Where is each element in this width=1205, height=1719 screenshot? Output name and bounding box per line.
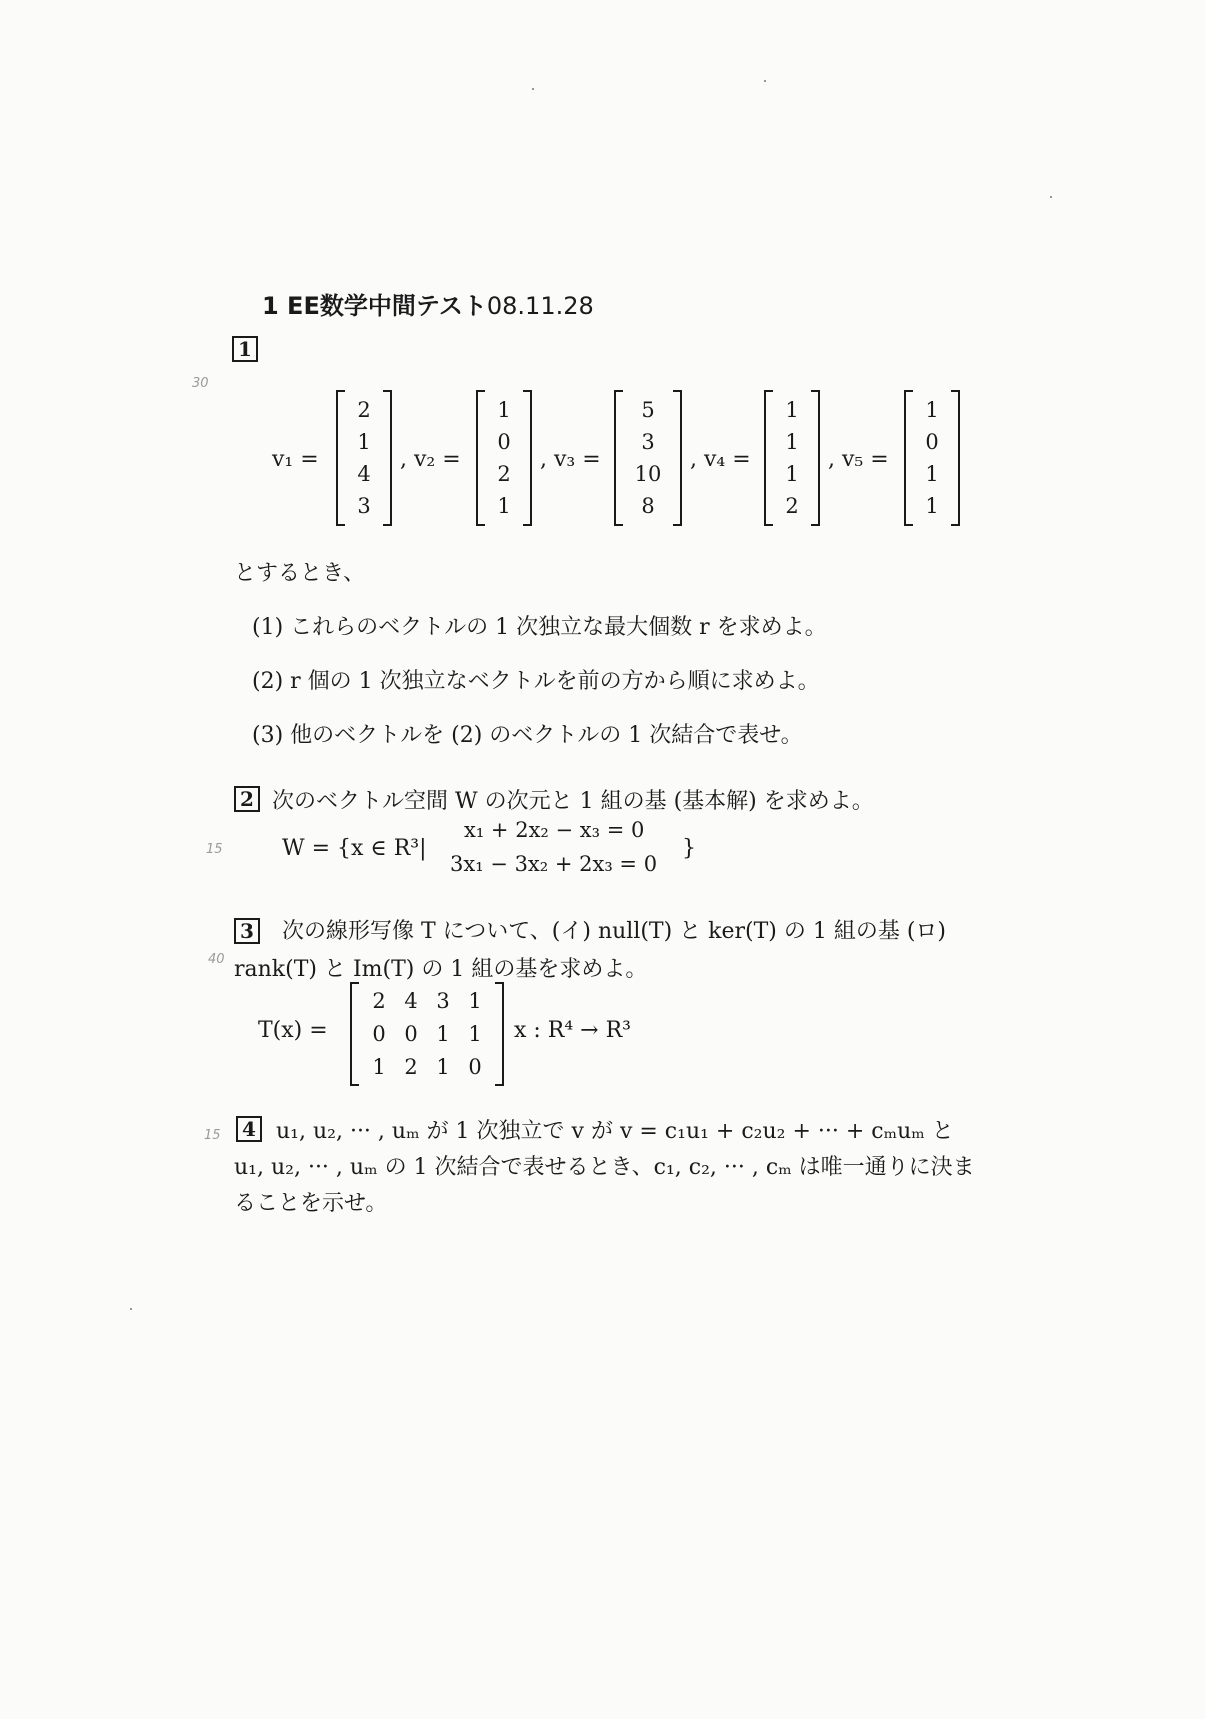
q3-map-lhs: T(x) =: [258, 1018, 328, 1043]
vector-entry: 2: [357, 398, 371, 422]
matrix-entry: 0: [372, 1021, 386, 1046]
exam-title: 1 EE数学中間テスト: [262, 292, 487, 320]
margin-note: 15: [204, 1128, 221, 1143]
vector-entry: 1: [785, 430, 799, 454]
matrix-entry: 1: [436, 1055, 450, 1080]
vector-entry: 1: [925, 398, 939, 422]
q4-text-line-3: ることを示せ。: [234, 1191, 388, 1216]
scan-speck: [1050, 196, 1052, 198]
margin-note: 30: [192, 376, 209, 391]
vector-v5: [904, 390, 960, 526]
q3-text-line-2: rank(T) と Im(T) の 1 組の基を求めよ。: [234, 957, 648, 982]
q1-lead-text: とするとき、: [234, 561, 366, 586]
vector-entry: 5: [641, 398, 655, 422]
matrix-entry: 1: [436, 1021, 450, 1046]
matrix-entry: 1: [372, 1055, 386, 1080]
matrix-entry: 0: [468, 1055, 482, 1080]
vector-entry: 3: [641, 430, 655, 454]
vector-entry: 1: [925, 462, 939, 486]
q3-map-rhs: x : R⁴ → R³: [514, 1018, 631, 1043]
q2-set-lhs: W = {x ∈ R³|: [282, 836, 427, 861]
vector-entry: 0: [925, 430, 939, 454]
vector-entry: 8: [641, 494, 655, 518]
q2-text: 次のベクトル空間 W の次元と 1 組の基 (基本解) を求めよ。: [272, 789, 874, 814]
vector-entry: 1: [497, 398, 511, 422]
vector-v2: [476, 390, 532, 526]
matrix-entry: 2: [404, 1055, 418, 1080]
vector-entry: 10: [634, 462, 662, 486]
q2-set-close: }: [682, 836, 696, 861]
scan-speck: [532, 88, 534, 90]
vector-entry: 1: [785, 398, 799, 422]
vector-entry: 1: [497, 494, 511, 518]
vector-entry: 4: [357, 462, 371, 486]
scan-speck: [130, 1308, 132, 1310]
vector-entry: 1: [785, 462, 799, 486]
matrix-entry: 1: [468, 1021, 482, 1046]
vector-entry: 2: [785, 494, 799, 518]
v2-label: , v₂ =: [400, 447, 461, 472]
q1-subquestion-2: (2) r 個の 1 次独立なベクトルを前の方から順に求めよ。: [252, 669, 820, 694]
matrix-entry: 1: [468, 988, 482, 1013]
page-title: [262, 286, 594, 321]
question-number-3: 3: [234, 918, 260, 944]
q1-subquestion-3: (3) 他のベクトルを (2) のベクトルの 1 次結合で表せ。: [252, 723, 803, 748]
vector-v4: [764, 390, 820, 526]
vector-v1: [336, 390, 392, 526]
matrix-entry: 2: [372, 988, 386, 1013]
vector-entry: 1: [925, 494, 939, 518]
vector-entry: 1: [357, 430, 371, 454]
question-number-2: 2: [234, 786, 260, 812]
vector-entry: 2: [497, 462, 511, 486]
question-number-4: 4: [236, 1116, 262, 1142]
transformation-matrix: [350, 982, 504, 1086]
margin-note: 40: [208, 952, 225, 967]
scan-speck: [764, 80, 766, 82]
margin-note: 15: [206, 842, 223, 857]
q1-subquestion-1: (1) これらのベクトルの 1 次独立な最大個数 r を求めよ。: [252, 615, 827, 640]
matrix-entry: 4: [404, 988, 418, 1013]
matrix-entry: 3: [436, 988, 450, 1013]
v5-label: , v₅ =: [828, 447, 889, 472]
q4-text-line-2: u₁, u₂, ··· , uₘ の 1 次結合で表せるとき、c₁, c₂, ··· , cₘ は唯一通りに決ま: [234, 1155, 975, 1180]
matrix-entry: 0: [404, 1021, 418, 1046]
vector-v3: [614, 390, 682, 526]
q2-equation-2: 3x₁ − 3x₂ + 2x₃ = 0: [450, 852, 658, 876]
v4-label: , v₄ =: [690, 447, 751, 472]
q4-text-line-1: u₁, u₂, ··· , uₘ が 1 次独立で v が v = c₁u₁ + c₂u₂ + ··· + cₘuₘ と: [276, 1119, 954, 1144]
v3-label: , v₃ =: [540, 447, 601, 472]
vector-entry: 0: [497, 430, 511, 454]
q3-text-line-1: 次の線形写像 T について、(イ) null(T) と ker(T) の 1 組の基 (ロ): [282, 919, 947, 944]
exam-date: 08.11.28: [486, 292, 594, 320]
q2-equation-1: x₁ + 2x₂ − x₃ = 0: [464, 818, 645, 842]
v1-label: v₁ =: [272, 447, 319, 472]
question-number-1: 1: [232, 336, 258, 362]
vector-entry: 3: [357, 494, 371, 518]
